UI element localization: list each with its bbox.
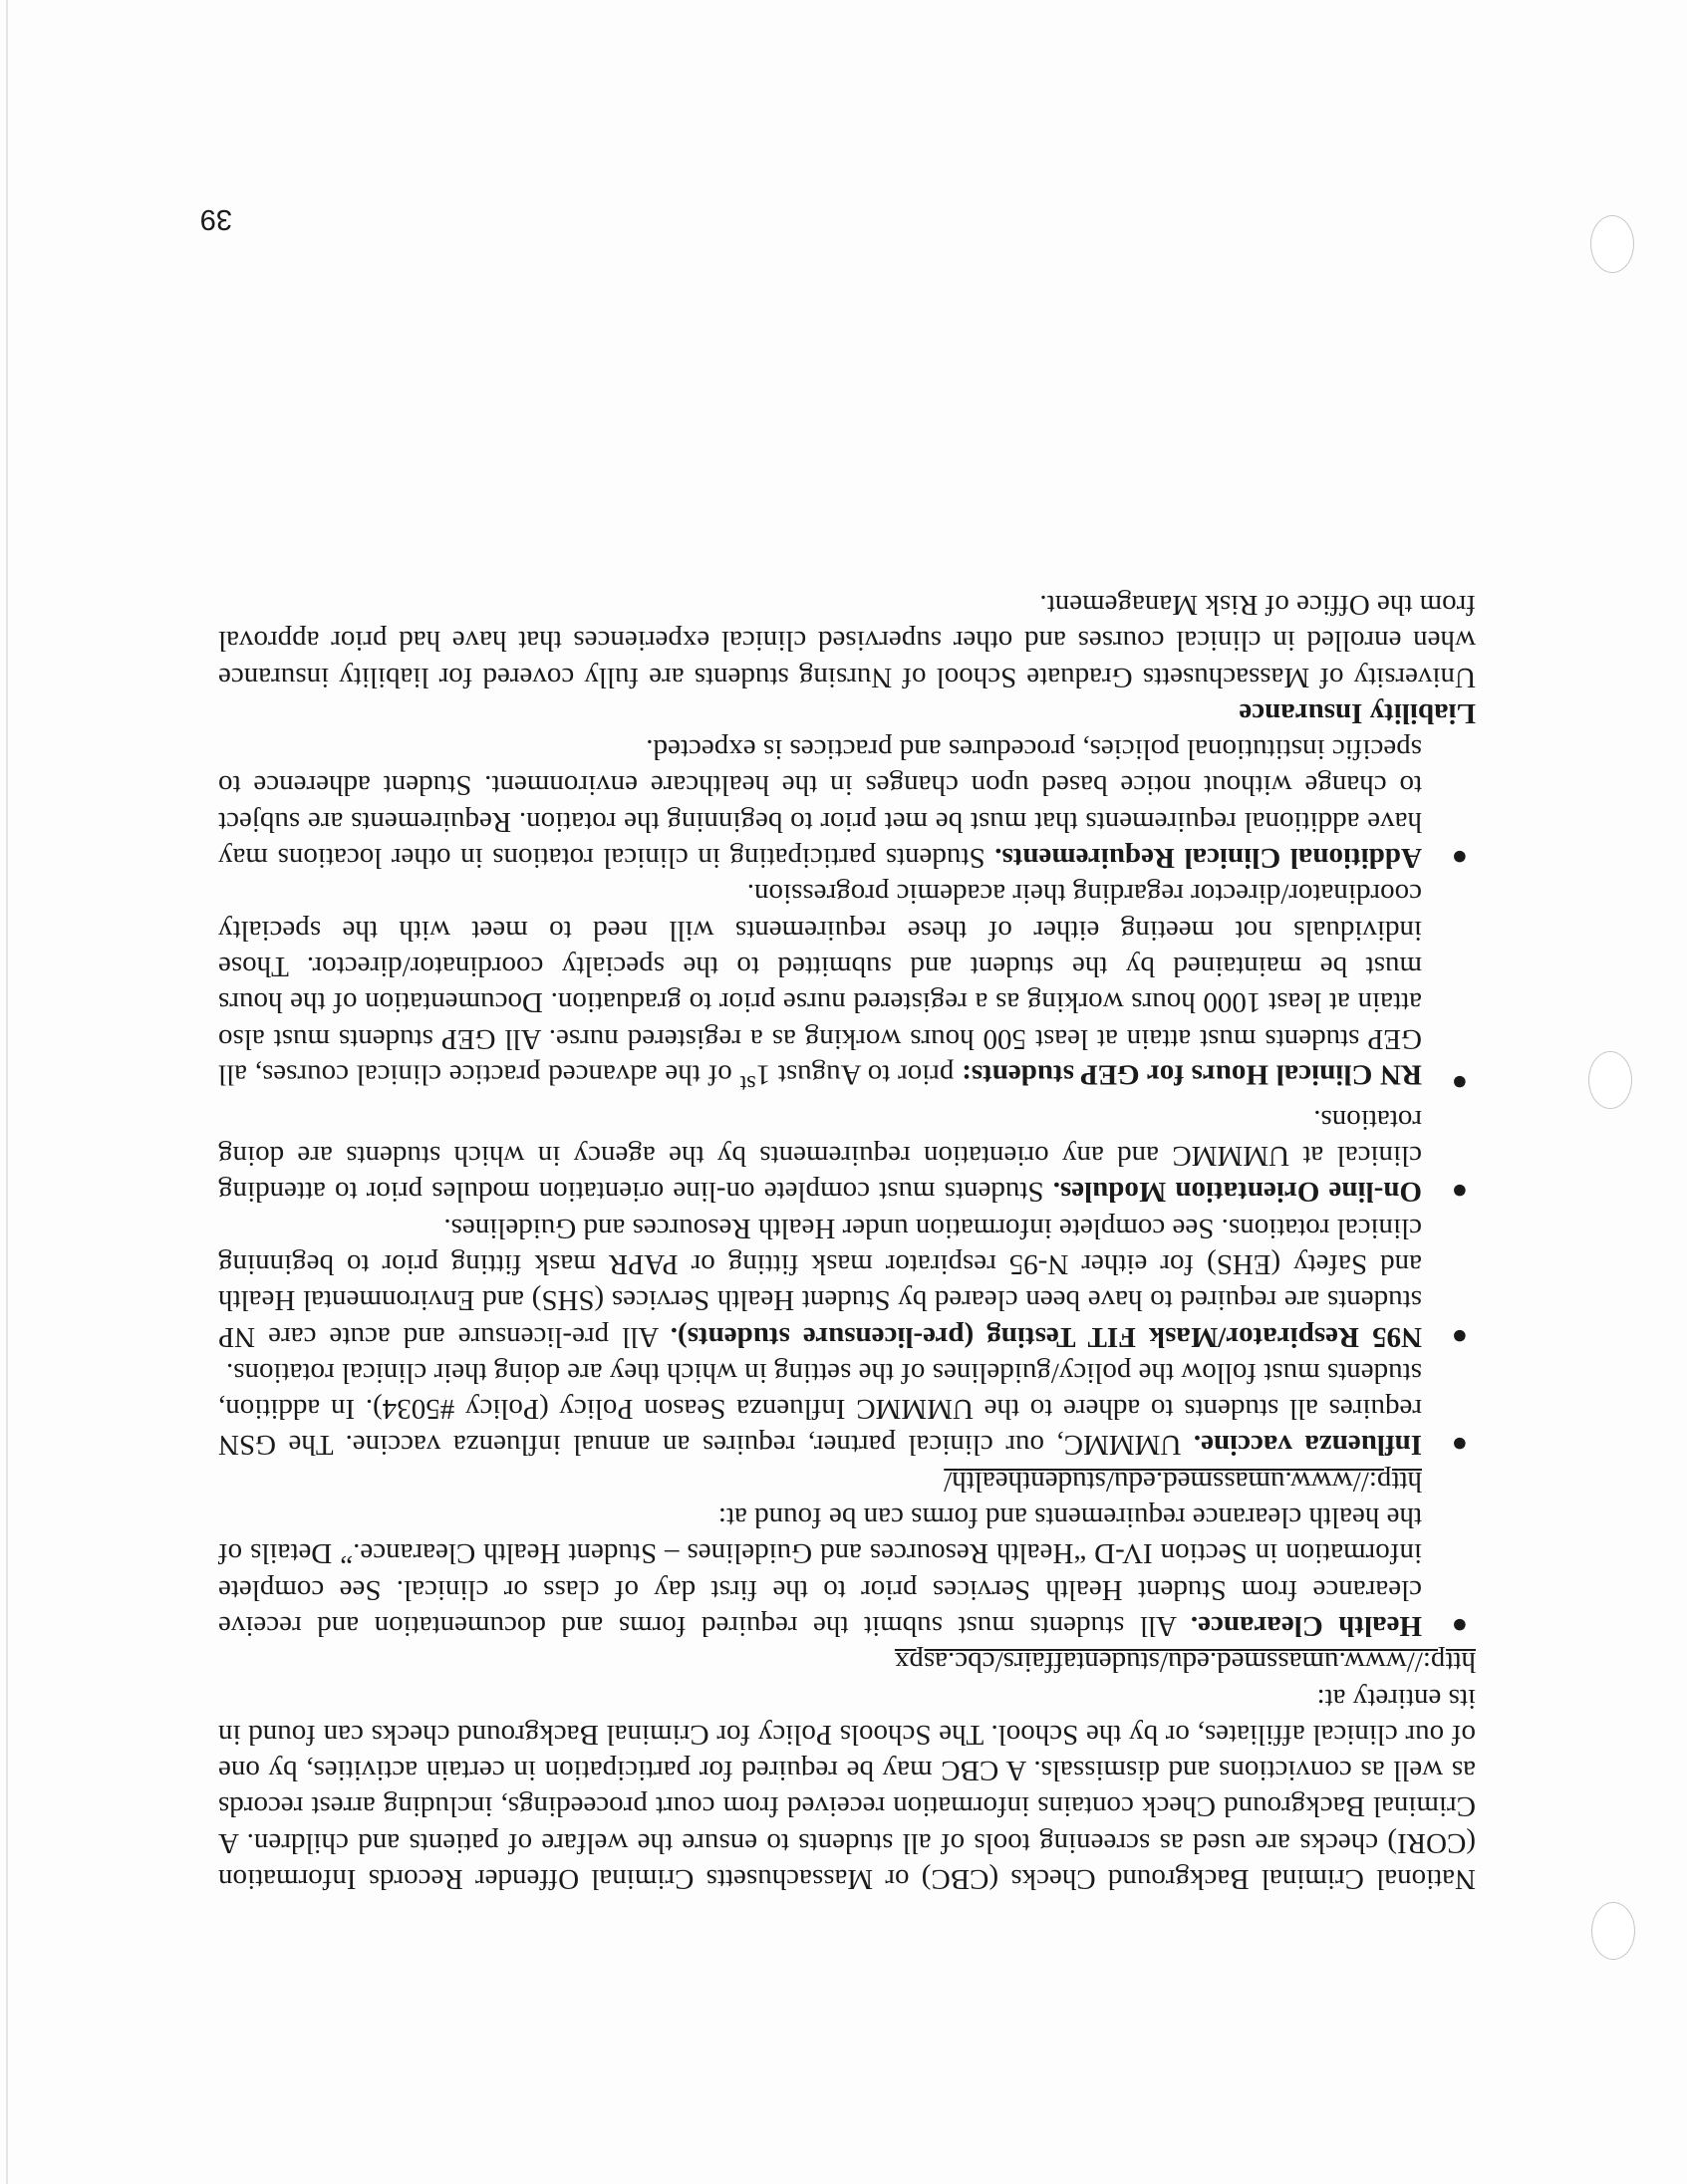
item-text: All pre-licensure and acute care NP students are required to have been cleared by Student Health Services (SHS) and Environmental Health and Safety (EHS) for either N-95 respirator mask fitting or PAPR mask fitting prior to beginning clinical rotations. See complete information under Health Resources and Guidelines. [218, 1212, 1422, 1353]
bullet-icon: ● [1451, 1610, 1468, 1641]
intro-text: National Criminal Background Checks (CBC) or Massachusetts Criminal Offender Records Information (CORI) checks are used as screening tools of all students to ensure the welfare of patients and children. A Criminal Background Check contains information received from court proceedings, including arrest records as well as convictions and dismissals. A CBC may be required for participation in certain activities, by one of our clinical affiliates, or by the School. The Schools Policy for Criminal Background checks can found in its entirety at: [218, 1682, 1476, 1895]
list-item-n95 [218, 1210, 1476, 1354]
requirements-list [218, 731, 1476, 1644]
scan-edge [6, 0, 8, 2184]
item-text: of the advanced practice clinical courses, all GEP students must attain at least 500 hours working as a registered nurse. All GEP students must also attain at least 1000 hours working as a registered nurse prior to graduation. Documentation of the hours must be maintained by the student and submitted to the specialty coordinator/director. Those individuals not meeting either of these requirements will need to meet with the specialty coordinator/director regarding their academic progression. [218, 878, 1422, 1091]
item-text: All students must submit the required forms and documentation and receive clearance from Student Health Services prior to the first day of class or clinical. See complete information in Section IV-D “Health Resources and Guidelines – Student Health Clearance.” Details of the health clearance requirements and forms can be found at: [218, 1502, 1422, 1642]
list-item-rn-hours [218, 876, 1476, 1101]
liability-text: University of Massachusetts Graduate School of Nursing students are fully covered for liability insurance when enrolled in clinical courses and other supervised clinical experiences that have had prior approval from the Office of Risk Management. [218, 588, 1476, 693]
item-text: UMMMC, our clinical partner, requires an annual influenza vaccine. The GSN requires all students to adhere to the UMMMC Influenza Season Policy (Policy #5034). In addition, students must follow the policy/guidelines of the setting in which they are doing their clinical rotations. [218, 1356, 1422, 1462]
bullet-icon: ● [1451, 1321, 1468, 1352]
punch-hole-icon [1590, 215, 1634, 273]
item-title: Additional Clinical Requirements. [994, 842, 1422, 875]
item-title: N95 Respirator/Mask FIT Testing (pre-licensure students). [670, 1320, 1422, 1353]
list-item-orientation [218, 1101, 1476, 1210]
cbc-policy-link[interactable]: http://www.umassmed.edu/studentaffairs/cbc.aspx [894, 1646, 1476, 1679]
punch-hole-icon [1591, 1902, 1635, 1960]
bullet-icon: ● [1451, 1068, 1468, 1099]
bullet-icon: ● [1451, 843, 1468, 874]
ordinal-suffix: st [739, 1070, 756, 1098]
liability-section [218, 587, 1476, 731]
item-title: Health Clearance. [1190, 1609, 1422, 1642]
list-item-health-clearance [218, 1463, 1476, 1643]
item-title: RN Clinical Hours for GEP students: [962, 1058, 1422, 1091]
intro-paragraph [218, 1644, 1476, 1897]
item-text: Students participating in clinical rotations in other locations may have additional requirements that must be met prior to beginning the rotation. Requirements are subject to change without notice based upon changes in the healthcare environment. Student adherence to specific institutional policies, procedures and practices is expected. [218, 733, 1422, 875]
list-item-influenza [218, 1355, 1476, 1464]
page-number: 39 [199, 203, 232, 235]
item-title: On-line Orientation Modules. [1052, 1176, 1422, 1209]
item-text-before: prior to August 1 [755, 1058, 955, 1091]
list-item-additional [218, 731, 1476, 876]
punch-hole-icon [1588, 1051, 1632, 1109]
health-clearance-link[interactable]: http://www.umassmed.edu/studenthealth/ [944, 1465, 1422, 1498]
bullet-icon: ● [1451, 1177, 1468, 1208]
page-content [218, 587, 1476, 1897]
item-text: Students must complete on-line orientation modules prior to attending clinical at UMMMC and any orientation requirements by the agency in which students are doing rotations. [218, 1103, 1422, 1209]
item-title: Influenza vaccine. [1193, 1429, 1422, 1462]
section-heading: Liability Insurance [1239, 696, 1476, 729]
bullet-icon: ● [1451, 1430, 1468, 1461]
